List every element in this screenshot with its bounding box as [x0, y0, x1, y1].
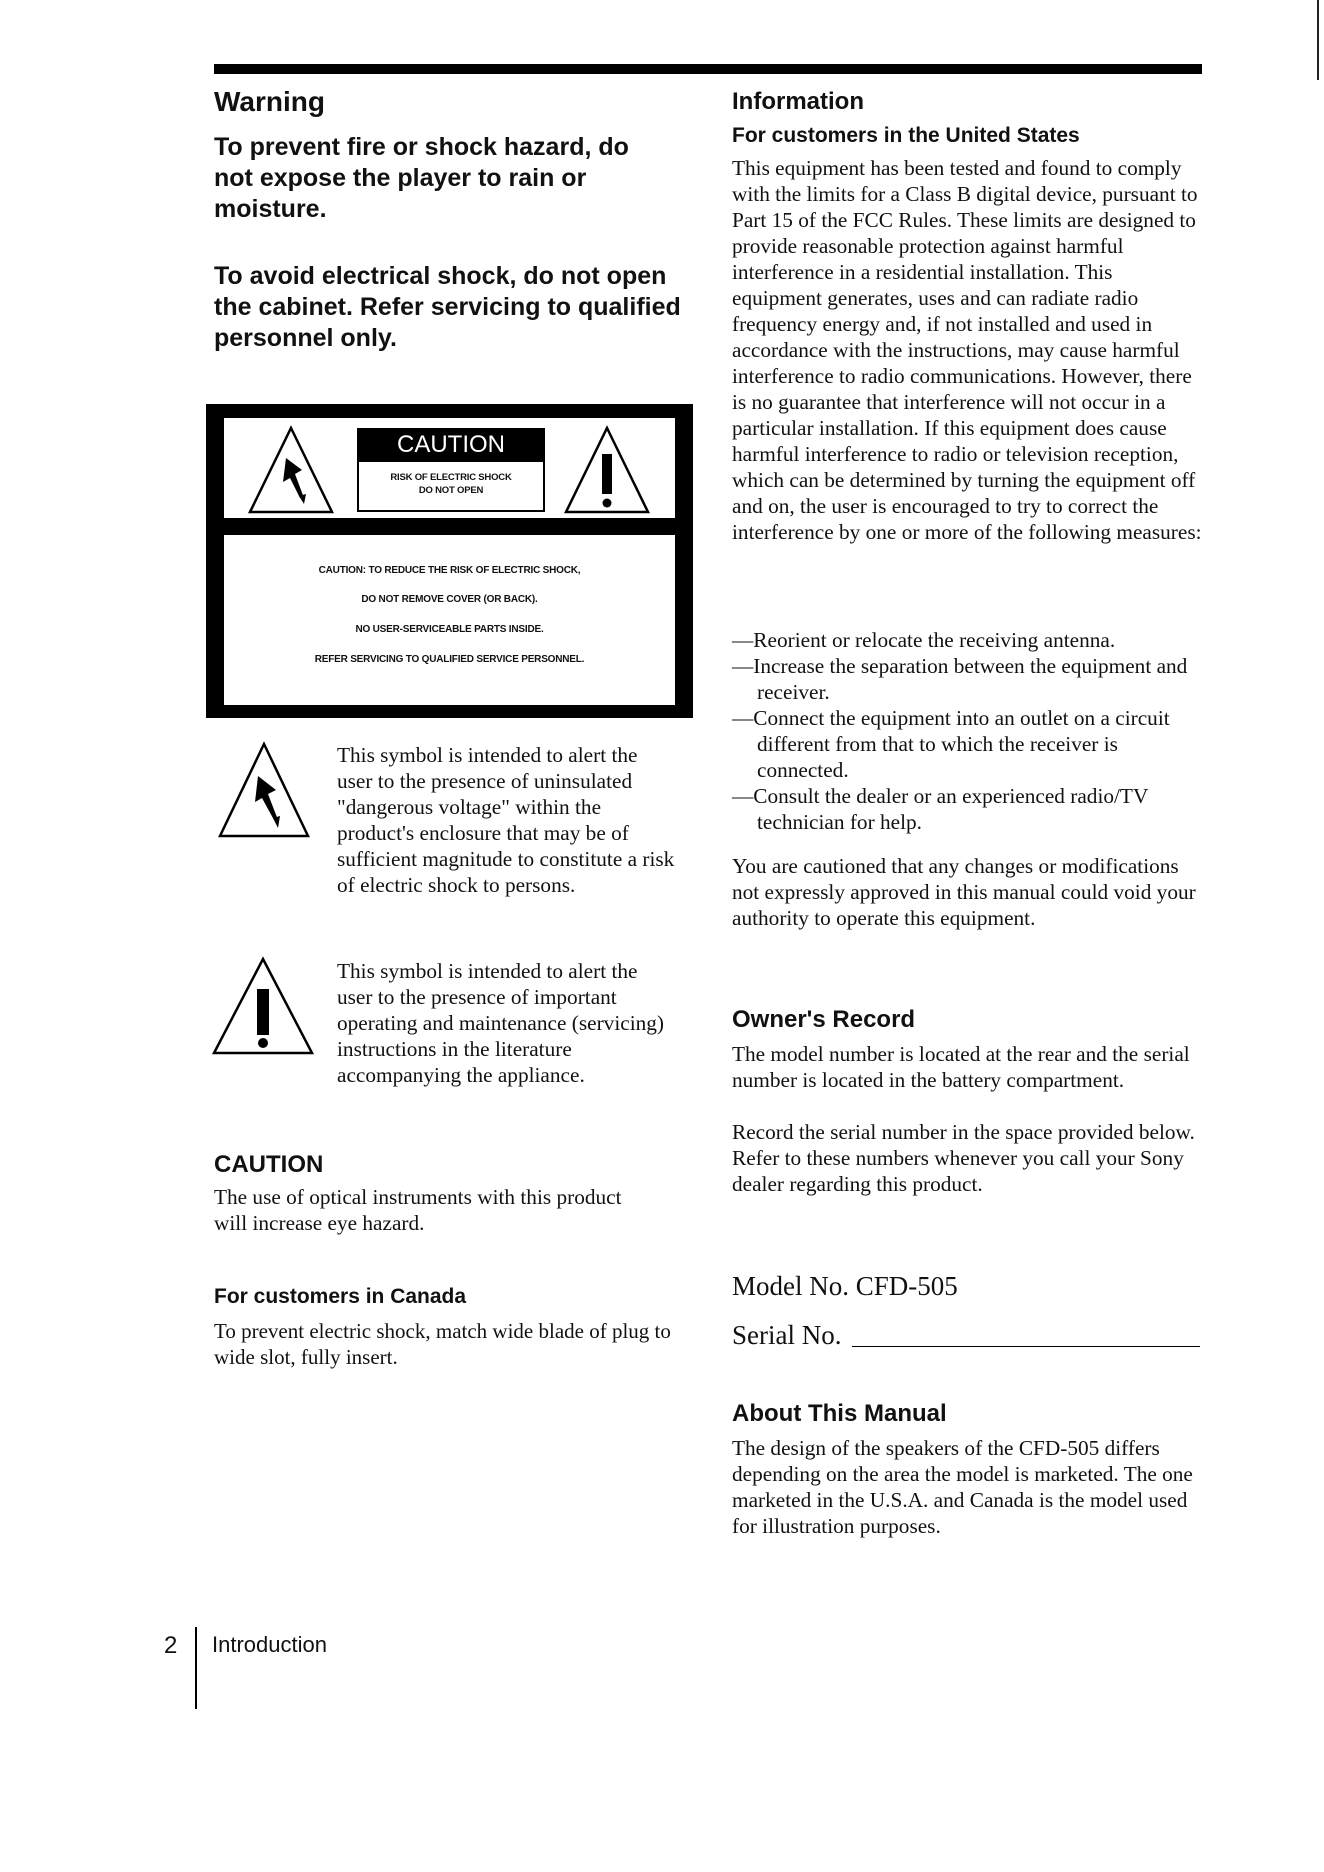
serial-number-line	[852, 1346, 1200, 1347]
exclamation-symbol-icon	[210, 955, 316, 1057]
owners-record-title: Owner's Record	[732, 1006, 916, 1033]
lightning-warning-icon	[246, 424, 336, 516]
caution-title: CAUTION	[214, 1151, 324, 1178]
warning-title: Warning	[214, 86, 325, 117]
caution-text-line: NO USER-SERVICEABLE PARTS INSIDE.	[355, 624, 544, 635]
exclamation-warning-icon	[562, 424, 652, 516]
model-number: Model No. CFD-505	[732, 1271, 958, 1301]
warning-para-1: To prevent fire or shock hazard, do not expose the player to rain or moisture.	[214, 133, 629, 223]
edge-mark	[1317, 0, 1319, 80]
lightning-symbol-icon	[216, 740, 312, 840]
measure-item: —Increase the separation between the equipment and receiver.	[732, 654, 1188, 704]
caution-label-bottom	[224, 535, 675, 705]
page-number: 2	[164, 1632, 178, 1659]
footer-rule	[195, 1627, 197, 1709]
measure-item: —Reorient or relocate the receiving antenna.	[732, 628, 1116, 652]
caution-label-title: CAUTION	[357, 428, 545, 462]
lightning-symbol-text: This symbol is intended to alert the user to the presence of uninsulated "dangerous voltage" within the product's enclosure that may be of sufficient magnitude to constitute a risk of electric shock to persons.	[337, 743, 675, 897]
canada-text: To prevent electric shock, match wide blade of plug to wide slot, fully insert.	[214, 1319, 671, 1369]
serial-number-label: Serial No.	[732, 1320, 842, 1350]
caution-label-line-1: RISK OF ELECTRIC SHOCK	[390, 472, 512, 483]
information-paragraph-1: This equipment has been tested and found to comply with the limits for a Class B digital device, pursuant to Part 15 of the FCC Rules. These limits are designed to provide reasonable protection against harmful interference in a residential installation. This equipment generates, uses and can radiate radio frequency energy and, if not installed and used in accordance with the instructions, may cause harmful interference to radio communications. However, there is no guarantee that interference will not occur in a particular installation. If this equipment does cause harmful interference to radio or television reception, which can be determined by turning the equipment off and on, the user is encouraged to try to correct the interference by one or more of the following measures:	[732, 156, 1202, 544]
section-name: Introduction	[212, 1632, 327, 1657]
caution-label-line-2: DO NOT OPEN	[418, 485, 484, 496]
caution-text-line: DO NOT REMOVE COVER (OR BACK).	[361, 594, 538, 605]
about-title: About This Manual	[732, 1400, 947, 1427]
measure-item: —Consult the dealer or an experienced radio/TV technician for help.	[732, 784, 1148, 834]
caution-text-line: REFER SERVICING TO QUALIFIED SERVICE PERSONNEL.	[314, 654, 585, 665]
exclamation-symbol-text: This symbol is intended to alert the user to the presence of important operating and maintenance (servicing) instructions in the literature accompanying the appliance.	[337, 959, 665, 1087]
top-rule	[214, 64, 1202, 74]
owners-record-para-2: Record the serial number in the space provided below. Refer to these numbers whenever you call your Sony dealer regarding this product.	[732, 1120, 1195, 1196]
information-paragraph-2: You are cautioned that any changes or modifications not expressly approved in this manual could void your authority to operate this equipment.	[732, 854, 1196, 930]
information-title: Information	[732, 88, 864, 115]
caution-text-line: CAUTION: TO REDUCE THE RISK OF ELECTRIC SHOCK,	[318, 565, 581, 576]
measures-list	[732, 627, 1206, 835]
caution-text: The use of optical instruments with this product will increase eye hazard.	[214, 1185, 622, 1235]
warning-para-2: To avoid electrical shock, do not open the cabinet. Refer servicing to qualified personnel only.	[214, 262, 681, 352]
canada-title: For customers in Canada	[214, 1285, 467, 1308]
owners-record-para-1: The model number is located at the rear and the serial number is located in the battery compartment.	[732, 1042, 1190, 1092]
measure-item: —Connect the equipment into an outlet on a circuit different from that to which the receiver is connected.	[732, 706, 1170, 782]
about-text: The design of the speakers of the CFD-505 differs depending on the area the model is marketed. The one marketed in the U.S.A. and Canada is the model used for illustration purposes.	[732, 1436, 1193, 1538]
information-subtitle: For customers in the United States	[732, 124, 1080, 147]
